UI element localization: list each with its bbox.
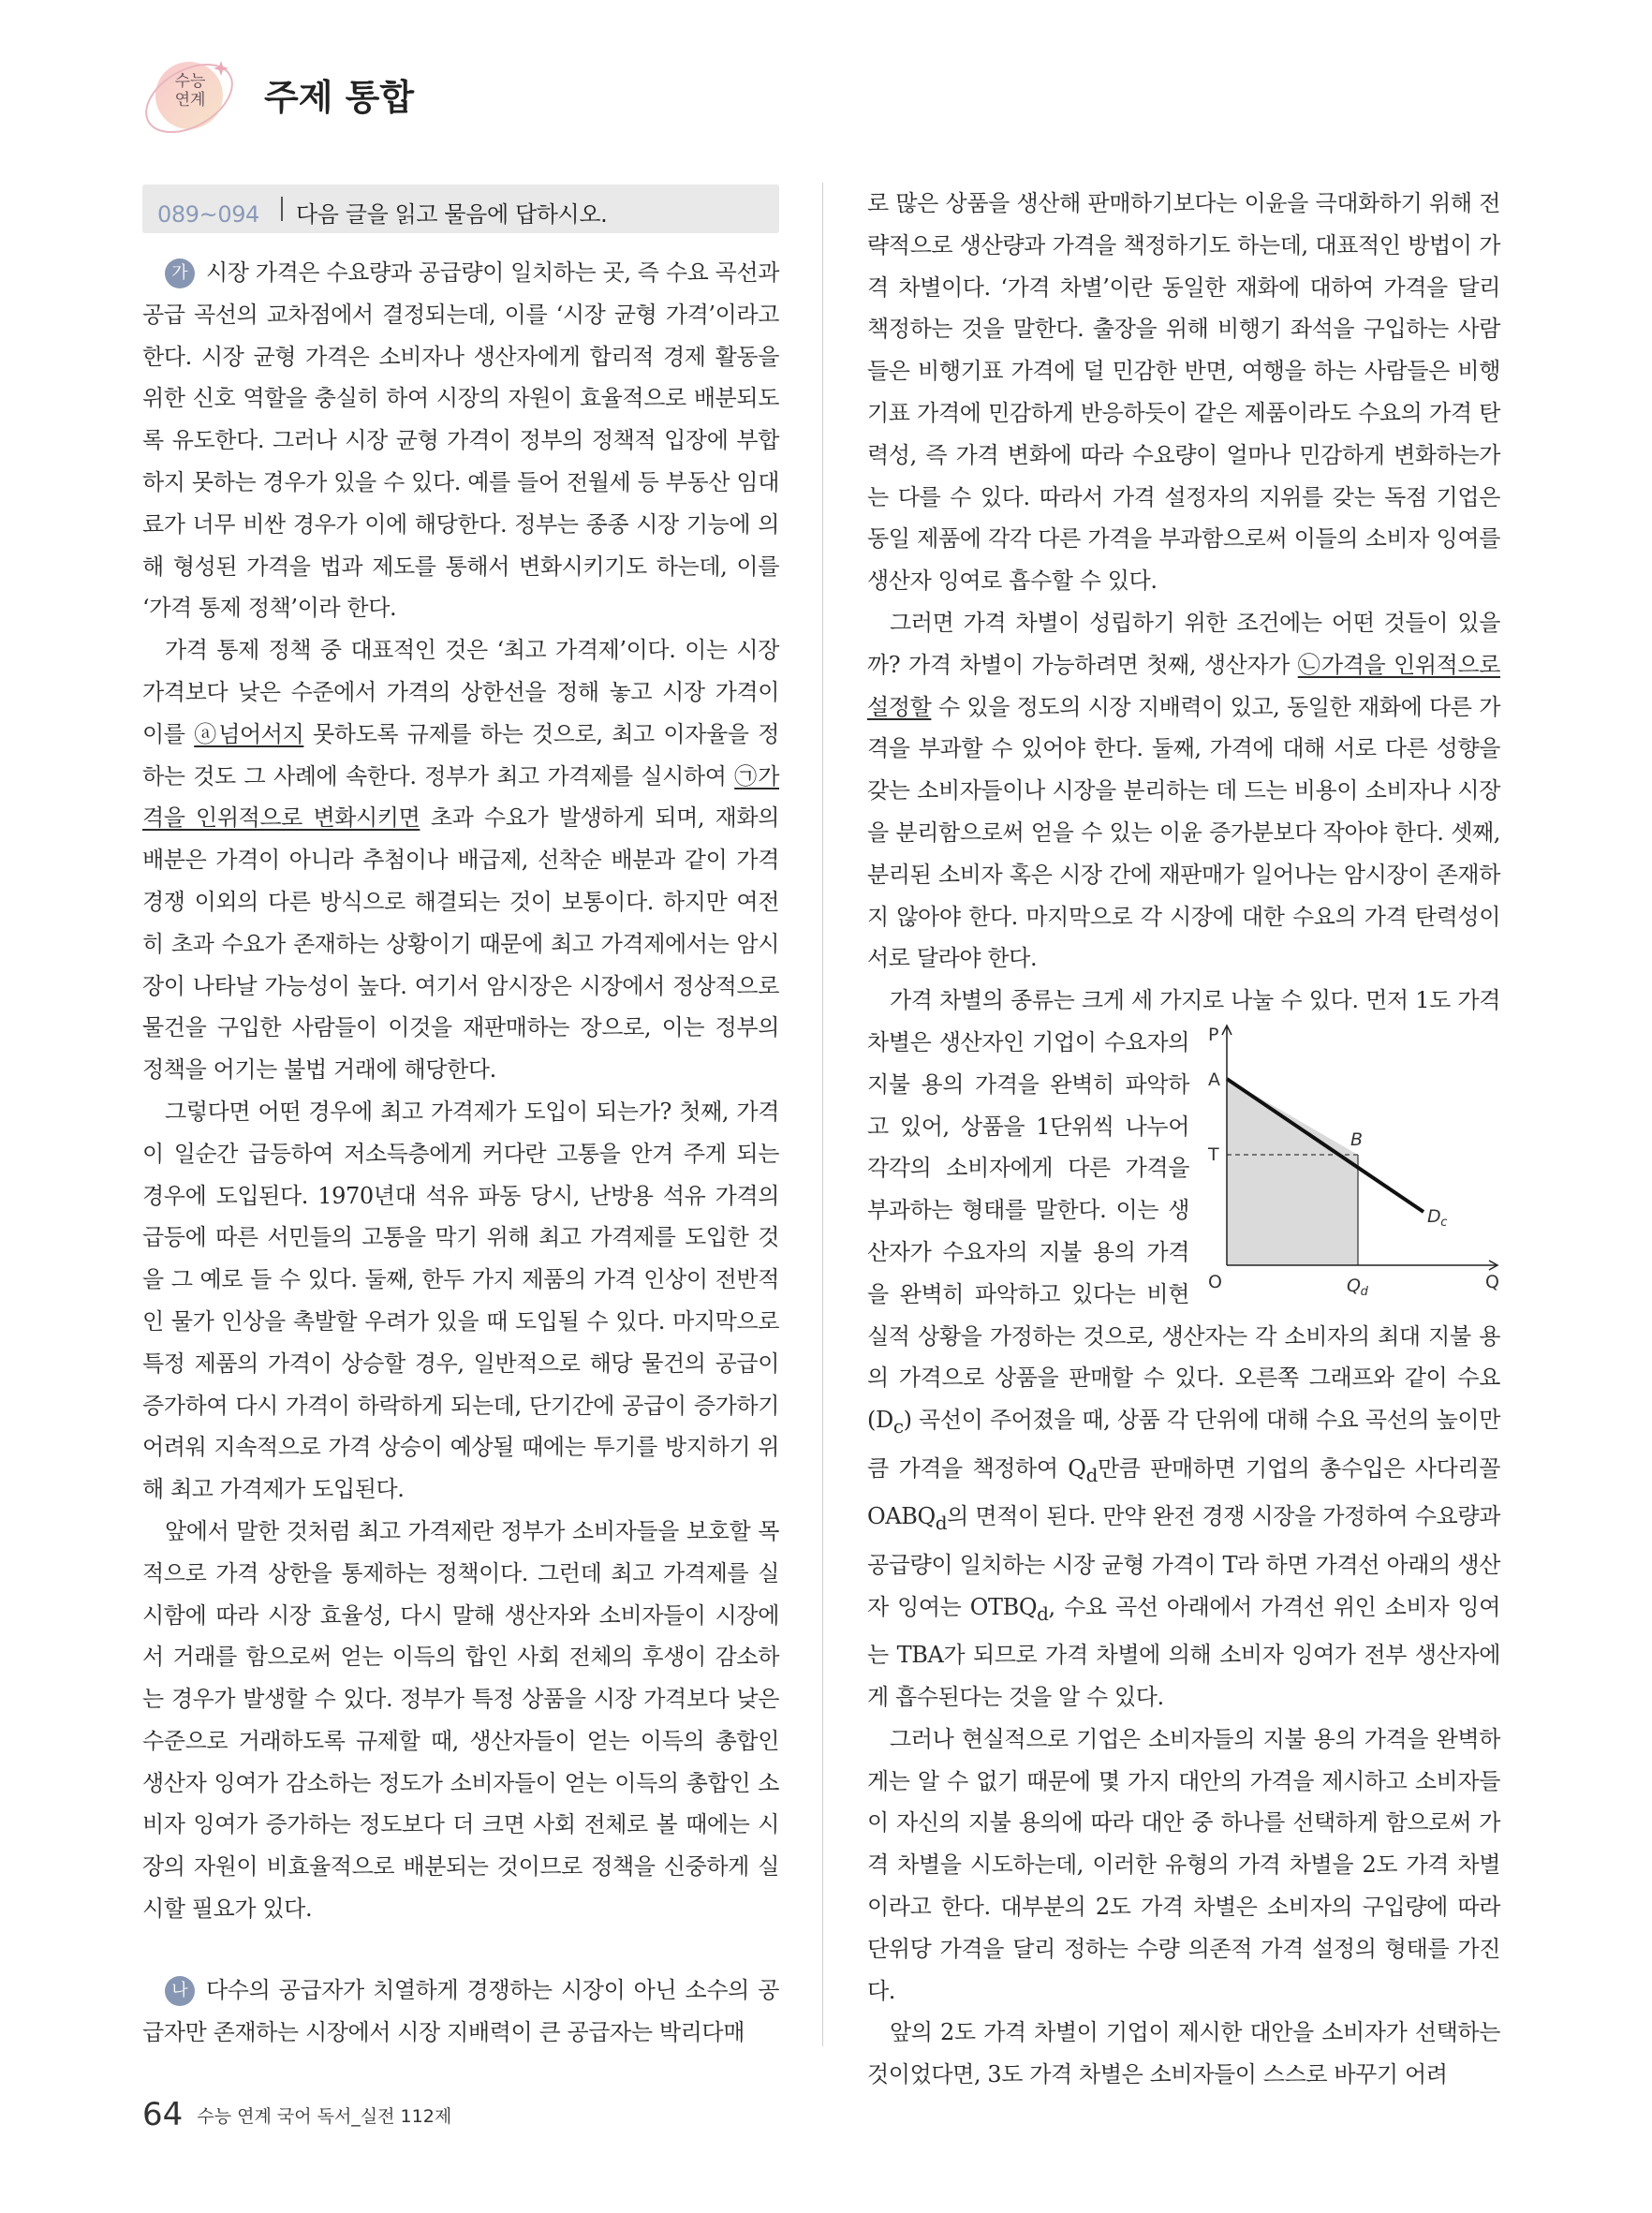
section-na-p2-text-b: 수 있을 정도의 시장 지배력이 있고, 동일한 재화에 다른 가격을 부과할 수 있어야 한다. 둘째, 가격에 대해 서로 다른 성향을 갖는 소비자들이나 시장을 분리하는 데 드는 비용이 소비자나 시장을 분리함으로써 얻을 수 있는 이윤 증가분보다 작아야 한다. 셋째, 분리된 소비자 혹은 시장 간에 재판매가 일어나는 암시장이 존재하지 않아야 한다. 마지막으로 각 시장에 대한 수요의 가격 탄력성이 서로 달라야 한다. bbox=[867, 693, 1500, 972]
section-ga-paragraph-2 bbox=[142, 629, 779, 1091]
price-discrimination-graph bbox=[1199, 1020, 1500, 1301]
right-column bbox=[867, 183, 1500, 2096]
marked-phrase-l: ㉡가격을 인위적으로 설정할 bbox=[867, 651, 1500, 720]
page-footer bbox=[142, 2096, 451, 2133]
section-na-paragraph-3 bbox=[867, 980, 1500, 1719]
section-ga-paragraph-4: 앞에서 말한 것처럼 최고 가격제란 정부가 소비자들을 보호할 목적으로 가격 상한을 통제하는 정책이다. 그런데 최고 가격제를 실시함에 따라 시장 효율성, 다시 말해 생산자와 소비자들이 시장에서 거래를 함으로써 얻는 이득의 합인 사회 전체의 후생이 감소하는 경우가 발생할 수 있다. 정부가 특정 상품을 시장 가격보다 낮은 수준으로 거래하도록 규제할 때, 생산자들이 얻는 이득의 총합인 생산자 잉여가 감소하는 정도가 소비자들이 얻는 이득의 총합인 소비자 잉여가 증가하는 정도보다 더 크면 사회 전체로 볼 때에는 시장의 자원이 비효율적으로 배분되는 것이므로 정책을 신중하게 실시할 필요가 있다. bbox=[142, 1517, 779, 1923]
subscript-d-2: d bbox=[935, 1512, 948, 1535]
section-na-p1-start-text: 다수의 공급자가 치열하게 경쟁하는 시장이 아닌 소수의 공급자만 존재하는 시장에서 시장 지배력이 큰 공급자는 박리다매 bbox=[142, 1976, 779, 2045]
point-b-label: B bbox=[1350, 1129, 1363, 1150]
badge-line-1: 수능 bbox=[174, 72, 206, 91]
demand-curve-svg bbox=[1199, 1020, 1500, 1301]
section-na-p2-text-a: 그러면 가격 차별이 성립하기 위한 조건에는 어떤 것들이 있을까? 가격 차별이 가능하려면 첫째, 생산자가 bbox=[867, 609, 1500, 678]
section-na-p3-text-e: , 수요 곡선 아래에서 가격선 위인 소비자 잉여는 TBA가 되므로 가격 차별에 의해 소비자 잉여가 전부 생산자에게 흡수된다는 것을 알 수 있다. bbox=[867, 1593, 1500, 1711]
section-na-paragraph-5: 앞의 2도 가격 차별이 기업이 제시한 대안을 소비자가 선택하는 것이었다면, 3도 가격 차별은 소비자들이 스스로 바꾸기 어려 bbox=[867, 2019, 1500, 2088]
section-ga-p2-text-c: 초과 수요가 발생하게 되며, 재화의 배분은 가격이 아니라 추첨이나 배급제, 선착순 배분과 같이 가격 경쟁 이외의 다른 방식으로 해결되는 것이 보통이다. 하지만 여전히 초과 수요가 존재하는 상황이기 때문에 최고 가격제에서는 암시장이 나타날 가능성이 높다. 여기서 암시장은 시장에서 정상적으로 물건을 구입한 사람들이 이것을 재판매하는 장으로, 이는 정부의 정책을 어기는 불법 거래에 해당한다. bbox=[142, 804, 779, 1084]
question-range: 089~094 bbox=[157, 201, 259, 228]
question-bar-separator bbox=[281, 197, 283, 221]
subscript-d-1: d bbox=[1085, 1463, 1098, 1486]
qd-label-main: Q bbox=[1347, 1275, 1361, 1296]
question-instruction: 다음 글을 읽고 물음에 답하시오. bbox=[296, 201, 608, 228]
question-bar bbox=[142, 184, 779, 233]
section-na-paragraph-1-start bbox=[142, 1970, 779, 2054]
origin-label: O bbox=[1208, 1271, 1222, 1292]
section-ga-paragraph-3: 그렇다면 어떤 경우에 최고 가격제가 도입이 되는가? 첫째, 가격이 일순간 급등하여 저소득층에게 커다란 고통을 안겨 주게 되는 경우에 도입된다. 1970년대 석유 파동 당시, 난방용 석유 가격의 급등에 따른 서민들의 고통을 막기 위해 최고 가격제를 도입한 것을 그 예로 들 수 있다. 둘째, 한두 가지 제품의 가격 인상이 전반적인 물가 인상을 촉발할 우려가 있을 때 도입될 수 있다. 마지막으로 특정 제품의 가격이 상승할 경우, 일반적으로 해당 물건의 공급이 증가하여 다시 가격이 하락하게 되는데, 단기간에 공급이 증가하기 어려워 지속적으로 가격 상승이 예상될 때에는 투기를 방지하기 위해 최고 가격제가 도입된다. bbox=[142, 1098, 779, 1503]
dc-label-subscript: c bbox=[1440, 1215, 1447, 1230]
badge-line-2: 연계 bbox=[174, 91, 206, 110]
section-na-paragraph-3-wrap bbox=[867, 980, 1500, 1719]
section-na-paragraph-2 bbox=[867, 602, 1500, 980]
page-title: 주제 통합 bbox=[264, 77, 415, 118]
section-na-p3-text-c: 만큼 판매하면 기업의 총수입은 사다리꼴 OABQ bbox=[867, 1454, 1501, 1530]
section-ga-p2-text-b: 못하도록 규제를 하는 것으로, 최고 이자율을 정하는 것도 그 사례에 속한다. 정부가 최고 가격제를 실시하여 bbox=[142, 720, 779, 789]
y-axis-label: P bbox=[1208, 1024, 1219, 1045]
section-na-p3-text-b: ) 곡선이 주어졌을 때, 상품 각 단위에 대해 수요 곡선의 높이만큼 가격을 책정하여 Q bbox=[867, 1407, 1500, 1482]
qd-label-subscript: d bbox=[1360, 1284, 1368, 1299]
section-ga-marker: 가 bbox=[165, 258, 195, 288]
subscript-d-3: d bbox=[1037, 1601, 1049, 1625]
section-ga-p2-text-a: 가격 통제 정책 중 대표적인 것은 ‘최고 가격제’이다. 이는 시장 가격보다 낮은 수준에서 가격의 상한선을 정해 놓고 시장 가격이 이를 bbox=[142, 637, 779, 747]
point-a-label: A bbox=[1208, 1069, 1220, 1090]
section-ga-p1-text: 시장 가격은 수요량과 공급량이 일치하는 곳, 즉 수요 곡선과 공급 곡선의 교차점에서 결정되는데, 이를 ‘시장 균형 가격’이라고 한다. 시장 균형 가격은 소비자나 생산자에게 합리적 경제 활동을 위한 신호 역할을 충실히 하여 시장의 자원이 효율적으로 배분되도록 유도한다. 그러나 시장 균형 가격이 정부의 정책적 입장에 부합하지 못하는 경우가 있을 수 있다. 예를 들어 전월세 등 부동산 임대료가 너무 비싼 경우가 이에 해당한다. 정부는 종종 시장 기능에 의해 형성된 가격을 법과 제도를 통해서 변화시키기도 하는데, 이를 ‘가격 통제 정책’이라 한다. bbox=[142, 259, 779, 622]
left-column bbox=[142, 183, 779, 2053]
book-title: 수능 연계 국어 독서_실전 112제 bbox=[197, 2105, 452, 2127]
section-na-paragraph-4: 그러나 현실적으로 기업은 소비자들의 지불 용의 가격을 완벽하게는 알 수 없기 때문에 몇 가지 대안의 가격을 제시하고 소비자들이 자신의 지불 용의에 따라 대안 중 하나를 선택하게 함으로써 가격 차별을 시도하는데, 이러한 유형의 가격 차별을 2도 가격 차별이라고 한다. 대부분의 2도 가격 차별은 소비자의 구입량에 따라 단위당 가격을 달리 정하는 수량 의존적 가격 설정의 형태를 가진다. bbox=[867, 1725, 1500, 2004]
column-divider bbox=[822, 183, 823, 2046]
price-t-label: T bbox=[1208, 1143, 1219, 1165]
dc-label bbox=[1427, 1206, 1447, 1230]
section-na-p3-text-d: 의 면적이 된다. 만약 완전 경쟁 시장을 가정하여 수요량과 공급량이 일치하는 시장 균형 가격이 T라 하면 가격선 아래의 생산자 잉여는 OTBQ bbox=[867, 1503, 1500, 1620]
dc-label-main: D bbox=[1427, 1205, 1441, 1227]
section-na-marker: 나 bbox=[165, 1976, 195, 2006]
section-na-paragraph-1-continued: 로 많은 상품을 생산해 판매하기보다는 이윤을 극대화하기 위해 전략적으로 생산량과 가격을 책정하기도 하는데, 대표적인 방법이 가격 차별이다. ‘가격 차별’이란 동일한 재화에 대하여 가격을 달리 책정하는 것을 말한다. 출장을 위해 비행기 좌석을 구입하는 사람들은 비행기표 가격에 덜 민감한 반면, 여행을 하는 사람들은 비행기표 가격에 민감하게 반응하듯이 같은 제품이라도 수요의 가격 탄력성, 즉 가격 변화에 따라 수요량이 얼마나 민감하게 변화하는가는 다를 수 있다. 따라서 가격 설정자의 지위를 갖는 독점 기업은 동일 제품에 각각 다른 가격을 부과함으로써 이들의 소비자 잉여를 생산자 잉여로 흡수할 수 있다. bbox=[867, 190, 1500, 595]
total-revenue-area bbox=[1227, 1079, 1358, 1265]
section-na-p3-text-a: 먼저 1도 가격 차별은 생산자인 기업이 수요자의 지불 용의 가격을 완벽히 파악하고 있어, 상품을 1단위씩 나누어 각각의 소비자에게 다른 가격을 부과하는 형태를 말한다. 이는 생산자가 수요자의 지불 용의 가격을 완벽히 파악하고 있다는 비현실적 상황을 가정하는 것으로, 생산자는 각 소비자의 최대 지불 용의 가격으로 상품을 판매할 수 있다. 오른쪽 그래프와 같이 수요(D bbox=[867, 987, 1501, 1434]
section-na-p3-text-a-first: 가격 차별의 종류는 크게 세 가지로 나눌 수 있다. bbox=[890, 987, 1366, 1014]
page-number: 64 bbox=[142, 2096, 184, 2133]
marked-phrase-g: ㉠가격을 인위적으로 변화시키면 bbox=[142, 762, 779, 832]
qd-label bbox=[1347, 1276, 1369, 1299]
x-axis-label: Q bbox=[1485, 1271, 1499, 1292]
section-gap bbox=[142, 1930, 779, 1970]
subscript-c: c bbox=[892, 1414, 904, 1438]
marked-phrase-a: ⓐ넘어서지 bbox=[194, 720, 304, 747]
section-ga-paragraph-1 bbox=[142, 252, 779, 629]
badge-label bbox=[157, 72, 223, 110]
